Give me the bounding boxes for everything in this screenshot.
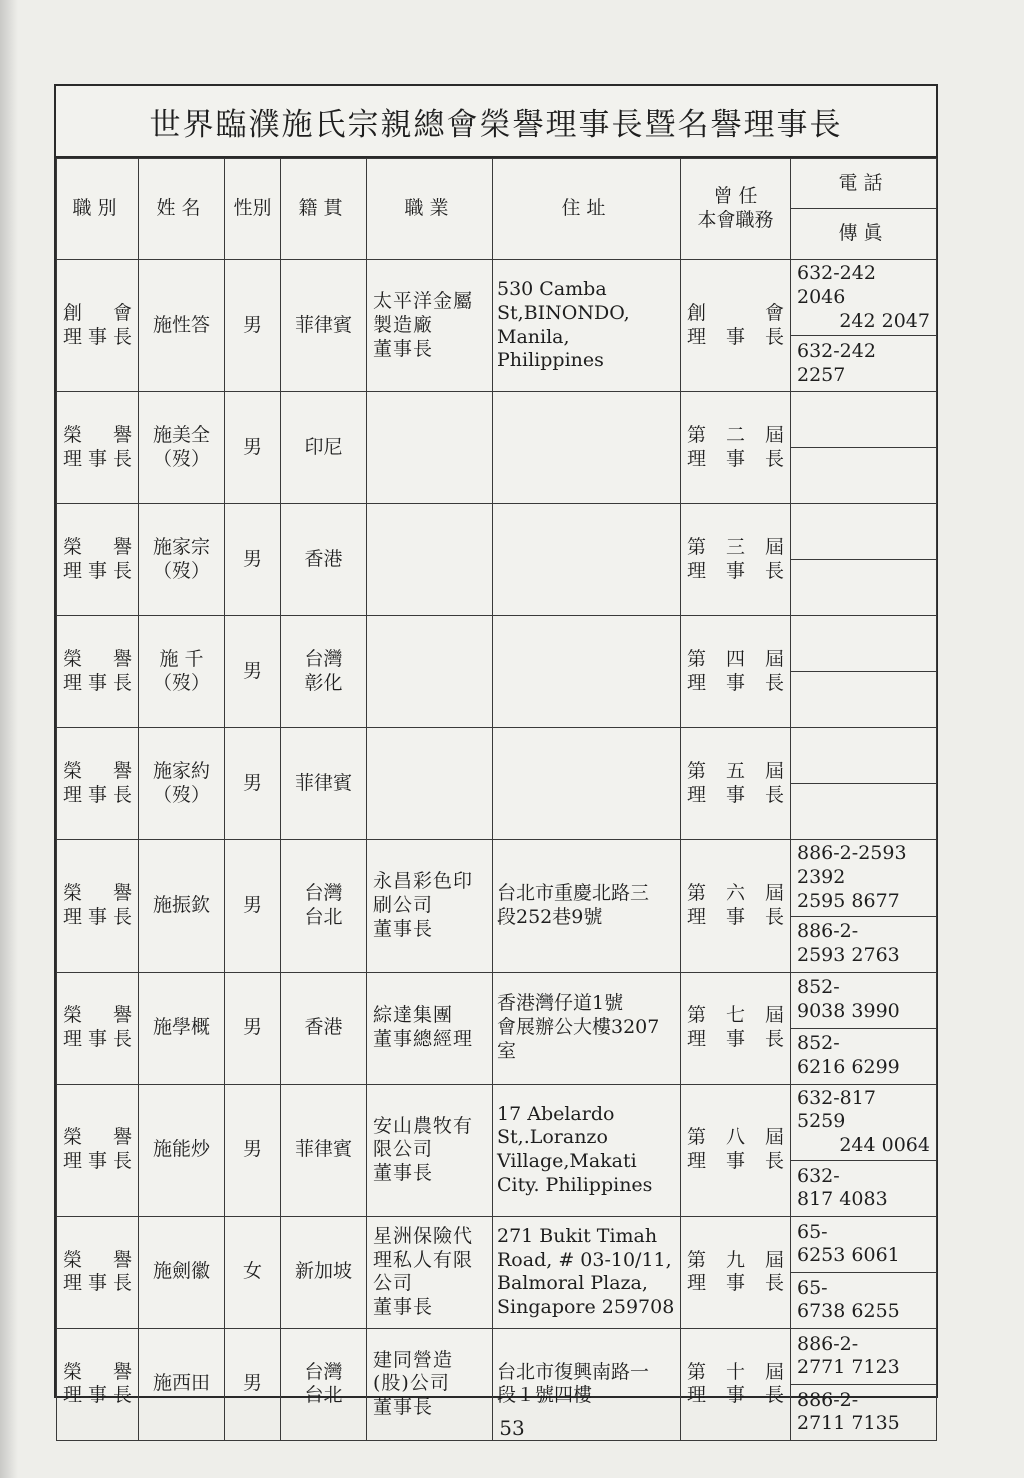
table-row	[57, 972, 937, 1028]
sex-cell: 男	[225, 392, 281, 504]
name-cell-line: 施 千	[159, 648, 204, 670]
phone-cell	[791, 1328, 937, 1384]
post-cell	[681, 392, 791, 504]
sex-cell: 女	[225, 1216, 281, 1328]
post-cell-line: 理 事 長	[687, 671, 784, 694]
sex-cell: 男	[225, 1084, 281, 1216]
origin-cell-line: 彰化	[304, 671, 343, 694]
job-cell	[367, 392, 493, 504]
post-cell-line: 第 八 屆	[687, 1126, 784, 1149]
post-cell-line: 第 七 屆	[687, 1004, 784, 1027]
origin-cell-line: 台灣	[304, 648, 343, 670]
table-row	[57, 840, 937, 916]
job-cell-line: 董事長	[373, 1296, 434, 1318]
fax-cell	[791, 1160, 937, 1216]
name-cell-line: （歿）	[152, 671, 210, 694]
name-cell-line: 施西田	[152, 1372, 210, 1395]
address-cell-line: 會展辦公大樓3207	[497, 1016, 660, 1039]
header-post-line2: 本會職務	[697, 209, 774, 231]
name-cell	[139, 392, 225, 504]
phone-cell	[791, 972, 937, 1028]
role-cell	[57, 1084, 139, 1216]
phone-cell	[791, 260, 937, 336]
post-cell-line: 第 二 屆	[687, 424, 784, 446]
name-cell-line: 施振欽	[152, 894, 210, 916]
name-cell-line: 施性答	[152, 313, 210, 336]
job-cell-line: 綜達集團	[373, 1004, 454, 1027]
phone-cell	[791, 616, 937, 672]
job-cell-line: 太平洋金屬	[373, 290, 474, 312]
phone-line: 6253 6061	[797, 1244, 900, 1267]
table-row	[57, 392, 937, 448]
post-cell	[681, 972, 791, 1084]
role-cell-line: 榮 譽	[63, 1126, 132, 1149]
role-cell-line: 理事長	[63, 559, 132, 582]
role-cell-line: 理事長	[63, 905, 132, 928]
phone-line: 632-817 5259	[797, 1086, 876, 1133]
role-cell-line: 榮 譽	[63, 536, 132, 558]
role-cell	[57, 392, 139, 504]
role-cell	[57, 840, 139, 972]
address-cell-line: Balmoral Plaza,	[497, 1272, 648, 1295]
phone-cell	[791, 1216, 937, 1272]
name-cell	[139, 504, 225, 616]
address-cell-line: 271 Bukit Timah	[497, 1224, 658, 1247]
origin-cell-line: 菲律賓	[294, 313, 352, 336]
roster-table	[56, 158, 937, 1441]
name-cell	[139, 728, 225, 840]
name-cell-line: （歿）	[152, 783, 210, 806]
job-cell-line: 永昌彩色印	[373, 870, 474, 893]
job-cell	[367, 616, 493, 728]
phone-line: 2771 7123	[797, 1356, 900, 1379]
origin-cell-line: 印尼	[304, 435, 343, 458]
header-sex: 性別	[225, 159, 281, 260]
post-cell-line: 理 事 長	[687, 1028, 784, 1050]
header-address: 住址	[493, 159, 681, 260]
address-cell	[493, 1084, 681, 1216]
phone-line: 886-2-	[797, 1332, 859, 1355]
name-cell	[139, 260, 225, 392]
name-cell-line: 施學概	[152, 1016, 210, 1039]
address-cell-line: 台北市復興南路一	[497, 1360, 650, 1383]
role-cell	[57, 504, 139, 616]
post-cell-line: 創 會	[687, 301, 784, 324]
post-cell-line: 第 九 屆	[687, 1248, 784, 1271]
post-cell-line: 第 三 屆	[687, 536, 784, 558]
fax-cell	[791, 916, 937, 972]
post-cell-line: 理 事 長	[687, 559, 784, 582]
phone-line: 65-	[797, 1220, 828, 1243]
role-cell-line: 理事長	[63, 1028, 132, 1050]
address-cell	[493, 392, 681, 504]
phone-line: 632-242 2046	[797, 262, 876, 308]
job-cell-line: 刷公司	[373, 894, 434, 916]
fax-cell	[791, 784, 937, 840]
role-cell-line: 榮 譽	[63, 882, 132, 905]
origin-cell-line: 新加坡	[294, 1260, 352, 1283]
job-cell-line: 星洲保險代	[373, 1224, 474, 1247]
name-cell-line: 施美全	[152, 424, 210, 446]
fax-cell	[791, 560, 937, 616]
phone-line: 852-	[797, 976, 840, 999]
post-cell-line: 第 六 屆	[687, 882, 784, 905]
role-cell-line: 理事長	[63, 1272, 132, 1295]
name-cell-line: 施家宗	[152, 536, 210, 558]
name-cell-line: （歿）	[152, 559, 210, 582]
job-cell	[367, 728, 493, 840]
role-cell-line: 榮 譽	[63, 424, 132, 446]
origin-cell-line: 台北	[304, 1384, 343, 1407]
name-cell	[139, 1084, 225, 1216]
post-cell	[681, 260, 791, 392]
job-cell	[367, 504, 493, 616]
origin-cell	[281, 504, 367, 616]
post-cell	[681, 840, 791, 972]
origin-cell-line: 菲律賓	[294, 771, 352, 794]
role-cell-line: 理事長	[63, 325, 132, 348]
job-cell-line: 限公司	[373, 1138, 434, 1161]
name-cell	[139, 972, 225, 1084]
header-fax: 傳眞	[791, 209, 937, 260]
roster-sheet	[54, 84, 938, 1435]
role-cell-line: 創 會	[63, 301, 132, 324]
address-cell-line: 段252巷9號	[497, 905, 603, 928]
address-cell-line: City. Philippines	[497, 1173, 653, 1196]
header-role: 職別	[57, 159, 139, 260]
phone-line: 244 0064	[839, 1134, 930, 1156]
origin-cell-line: 香港	[304, 1016, 343, 1039]
job-cell	[367, 1216, 493, 1328]
job-cell-line: 理私人有限	[373, 1248, 474, 1271]
table-row	[57, 616, 937, 672]
fax-cell-line: 886-2-	[797, 920, 859, 943]
post-cell-line: 理 事 長	[687, 447, 784, 470]
job-cell-line: 董事長	[373, 1162, 434, 1184]
fax-cell-line: 6216 6299	[797, 1056, 900, 1078]
post-cell	[681, 1084, 791, 1216]
table-row	[57, 504, 937, 560]
post-cell-line: 理 事 長	[687, 325, 784, 348]
address-cell-line: 17 Abelardo	[497, 1102, 615, 1125]
origin-cell	[281, 392, 367, 504]
origin-cell	[281, 260, 367, 392]
address-cell	[493, 840, 681, 972]
role-cell-line: 理事長	[63, 1384, 132, 1407]
role-cell-line: 理事長	[63, 783, 132, 806]
job-cell-line: 董事總經理	[373, 1028, 474, 1050]
origin-cell	[281, 1216, 367, 1328]
job-cell	[367, 840, 493, 972]
role-cell-line: 理事長	[63, 447, 132, 470]
header-post-line1: 曾 任	[713, 185, 758, 208]
address-cell	[493, 504, 681, 616]
job-cell-line: 製造廠	[373, 313, 434, 336]
post-cell	[681, 728, 791, 840]
role-cell	[57, 728, 139, 840]
role-cell-line: 榮 譽	[63, 648, 132, 670]
origin-cell-line: 台北	[304, 905, 343, 928]
origin-cell	[281, 972, 367, 1084]
fax-cell	[791, 336, 937, 392]
phone-line: 9038 3990	[797, 1000, 900, 1022]
name-cell	[139, 840, 225, 972]
name-cell	[139, 616, 225, 728]
post-cell	[681, 504, 791, 616]
phone-cell	[791, 504, 937, 560]
fax-cell-line: 886-2-	[797, 1388, 859, 1411]
address-cell-line: 530 Camba	[497, 278, 607, 301]
role-cell	[57, 616, 139, 728]
sex-cell: 男	[225, 728, 281, 840]
address-cell-line: St,.Loranzo	[497, 1126, 608, 1149]
origin-cell-line: 香港	[304, 547, 343, 570]
phone-cell	[791, 1084, 937, 1160]
role-cell-line: 榮 譽	[63, 1004, 132, 1027]
fax-cell	[791, 448, 937, 504]
sex-cell: 男	[225, 616, 281, 728]
address-cell-line: Village,Makati	[497, 1150, 637, 1173]
header-job: 職業	[367, 159, 493, 260]
header-row	[57, 159, 937, 209]
job-cell-line: 董事長	[373, 1396, 434, 1419]
role-cell-line: 理事長	[63, 1150, 132, 1173]
job-cell-line: (股)公司	[373, 1372, 450, 1395]
fax-cell-line: 6738 6255	[797, 1300, 900, 1323]
header-phone: 電話	[791, 159, 937, 209]
fax-cell-line: 2711 7135	[797, 1412, 900, 1435]
address-cell	[493, 616, 681, 728]
address-cell-line: Road, # 03-10/11,	[497, 1248, 672, 1271]
address-cell-line: 香港灣仔道1號	[497, 992, 624, 1015]
header-post	[681, 159, 791, 260]
job-cell	[367, 972, 493, 1084]
fax-cell-line: 65-	[797, 1276, 828, 1299]
phone-cell	[791, 840, 937, 916]
sex-cell: 男	[225, 840, 281, 972]
origin-cell-line: 台灣	[304, 1360, 343, 1383]
page-title: 世界臨濮施氏宗親總會榮譽理事長暨名譽理事長	[56, 86, 936, 158]
sex-cell: 男	[225, 504, 281, 616]
address-cell-line: Manila, Philippines	[497, 325, 604, 372]
origin-cell	[281, 1084, 367, 1216]
address-cell	[493, 1216, 681, 1328]
job-cell-line: 董事長	[373, 917, 434, 940]
origin-cell	[281, 840, 367, 972]
sex-cell: 男	[225, 1328, 281, 1440]
job-cell-line: 安山農牧有	[373, 1114, 474, 1137]
header-origin: 籍貫	[281, 159, 367, 260]
job-cell	[367, 260, 493, 392]
role-cell	[57, 972, 139, 1084]
table-row	[57, 1328, 937, 1384]
phone-line: 2595 8677	[797, 889, 900, 912]
fax-cell-line: 632-	[797, 1164, 840, 1187]
post-cell-line: 第 十 屆	[687, 1360, 784, 1383]
table-row	[57, 1084, 937, 1160]
table-row	[57, 260, 937, 336]
role-cell-line: 榮 譽	[63, 760, 132, 782]
sex-cell: 男	[225, 260, 281, 392]
post-cell-line: 理 事 長	[687, 1150, 784, 1173]
origin-cell-line: 台灣	[304, 882, 343, 905]
post-cell-line: 第 四 屆	[687, 648, 784, 670]
address-cell-line: St,BINONDO,	[497, 301, 630, 324]
address-cell-line: Singapore 259708	[497, 1296, 675, 1318]
role-cell	[57, 1216, 139, 1328]
post-cell-line: 理 事 長	[687, 1384, 784, 1407]
fax-cell	[791, 1028, 937, 1084]
post-cell	[681, 616, 791, 728]
job-cell-line: 董事長	[373, 337, 434, 360]
fax-cell-line: 852-	[797, 1032, 840, 1055]
sex-cell: 男	[225, 972, 281, 1084]
page-binding-shadow	[0, 0, 18, 1478]
fax-cell	[791, 672, 937, 728]
origin-cell	[281, 616, 367, 728]
phone-cell	[791, 728, 937, 784]
fax-cell-line: 2593 2763	[797, 944, 900, 966]
name-cell-line: （歿）	[152, 447, 210, 470]
post-cell-line: 理 事 長	[687, 783, 784, 806]
job-cell-line: 公司	[373, 1272, 414, 1295]
job-cell	[367, 1084, 493, 1216]
name-cell-line: 施能炒	[152, 1138, 210, 1161]
post-cell-line: 第 五 屆	[687, 760, 784, 782]
post-cell-line: 理 事 長	[687, 1272, 784, 1295]
post-cell-line: 理 事 長	[687, 905, 784, 928]
address-cell	[493, 972, 681, 1084]
name-cell	[139, 1216, 225, 1328]
role-cell-line: 理事長	[63, 671, 132, 694]
address-cell	[493, 260, 681, 392]
phone-line: 886-2-2593 2392	[797, 842, 907, 888]
table-row	[57, 1216, 937, 1272]
phone-cell	[791, 392, 937, 448]
name-cell-line: 施家約	[152, 760, 210, 782]
phone-line: 242 2047	[839, 309, 930, 332]
table-row	[57, 728, 937, 784]
role-cell-line: 榮 譽	[63, 1360, 132, 1383]
header-name: 姓名	[139, 159, 225, 260]
page-number: 53	[499, 1416, 525, 1440]
fax-cell	[791, 1272, 937, 1328]
job-cell-line: 建同營造	[373, 1348, 454, 1371]
origin-cell	[281, 728, 367, 840]
address-cell-line: 室	[497, 1039, 517, 1062]
role-cell	[57, 260, 139, 392]
name-cell-line: 施劍徽	[152, 1260, 210, 1283]
fax-cell-line: 817 4083	[797, 1188, 888, 1211]
role-cell-line: 榮 譽	[63, 1248, 132, 1271]
fax-cell-line: 632-242 2257	[797, 340, 876, 386]
address-cell-line: 段１號四樓	[497, 1384, 593, 1407]
address-cell	[493, 728, 681, 840]
post-cell	[681, 1216, 791, 1328]
address-cell-line: 台北市重慶北路三	[497, 882, 650, 905]
origin-cell-line: 菲律賓	[294, 1138, 352, 1161]
